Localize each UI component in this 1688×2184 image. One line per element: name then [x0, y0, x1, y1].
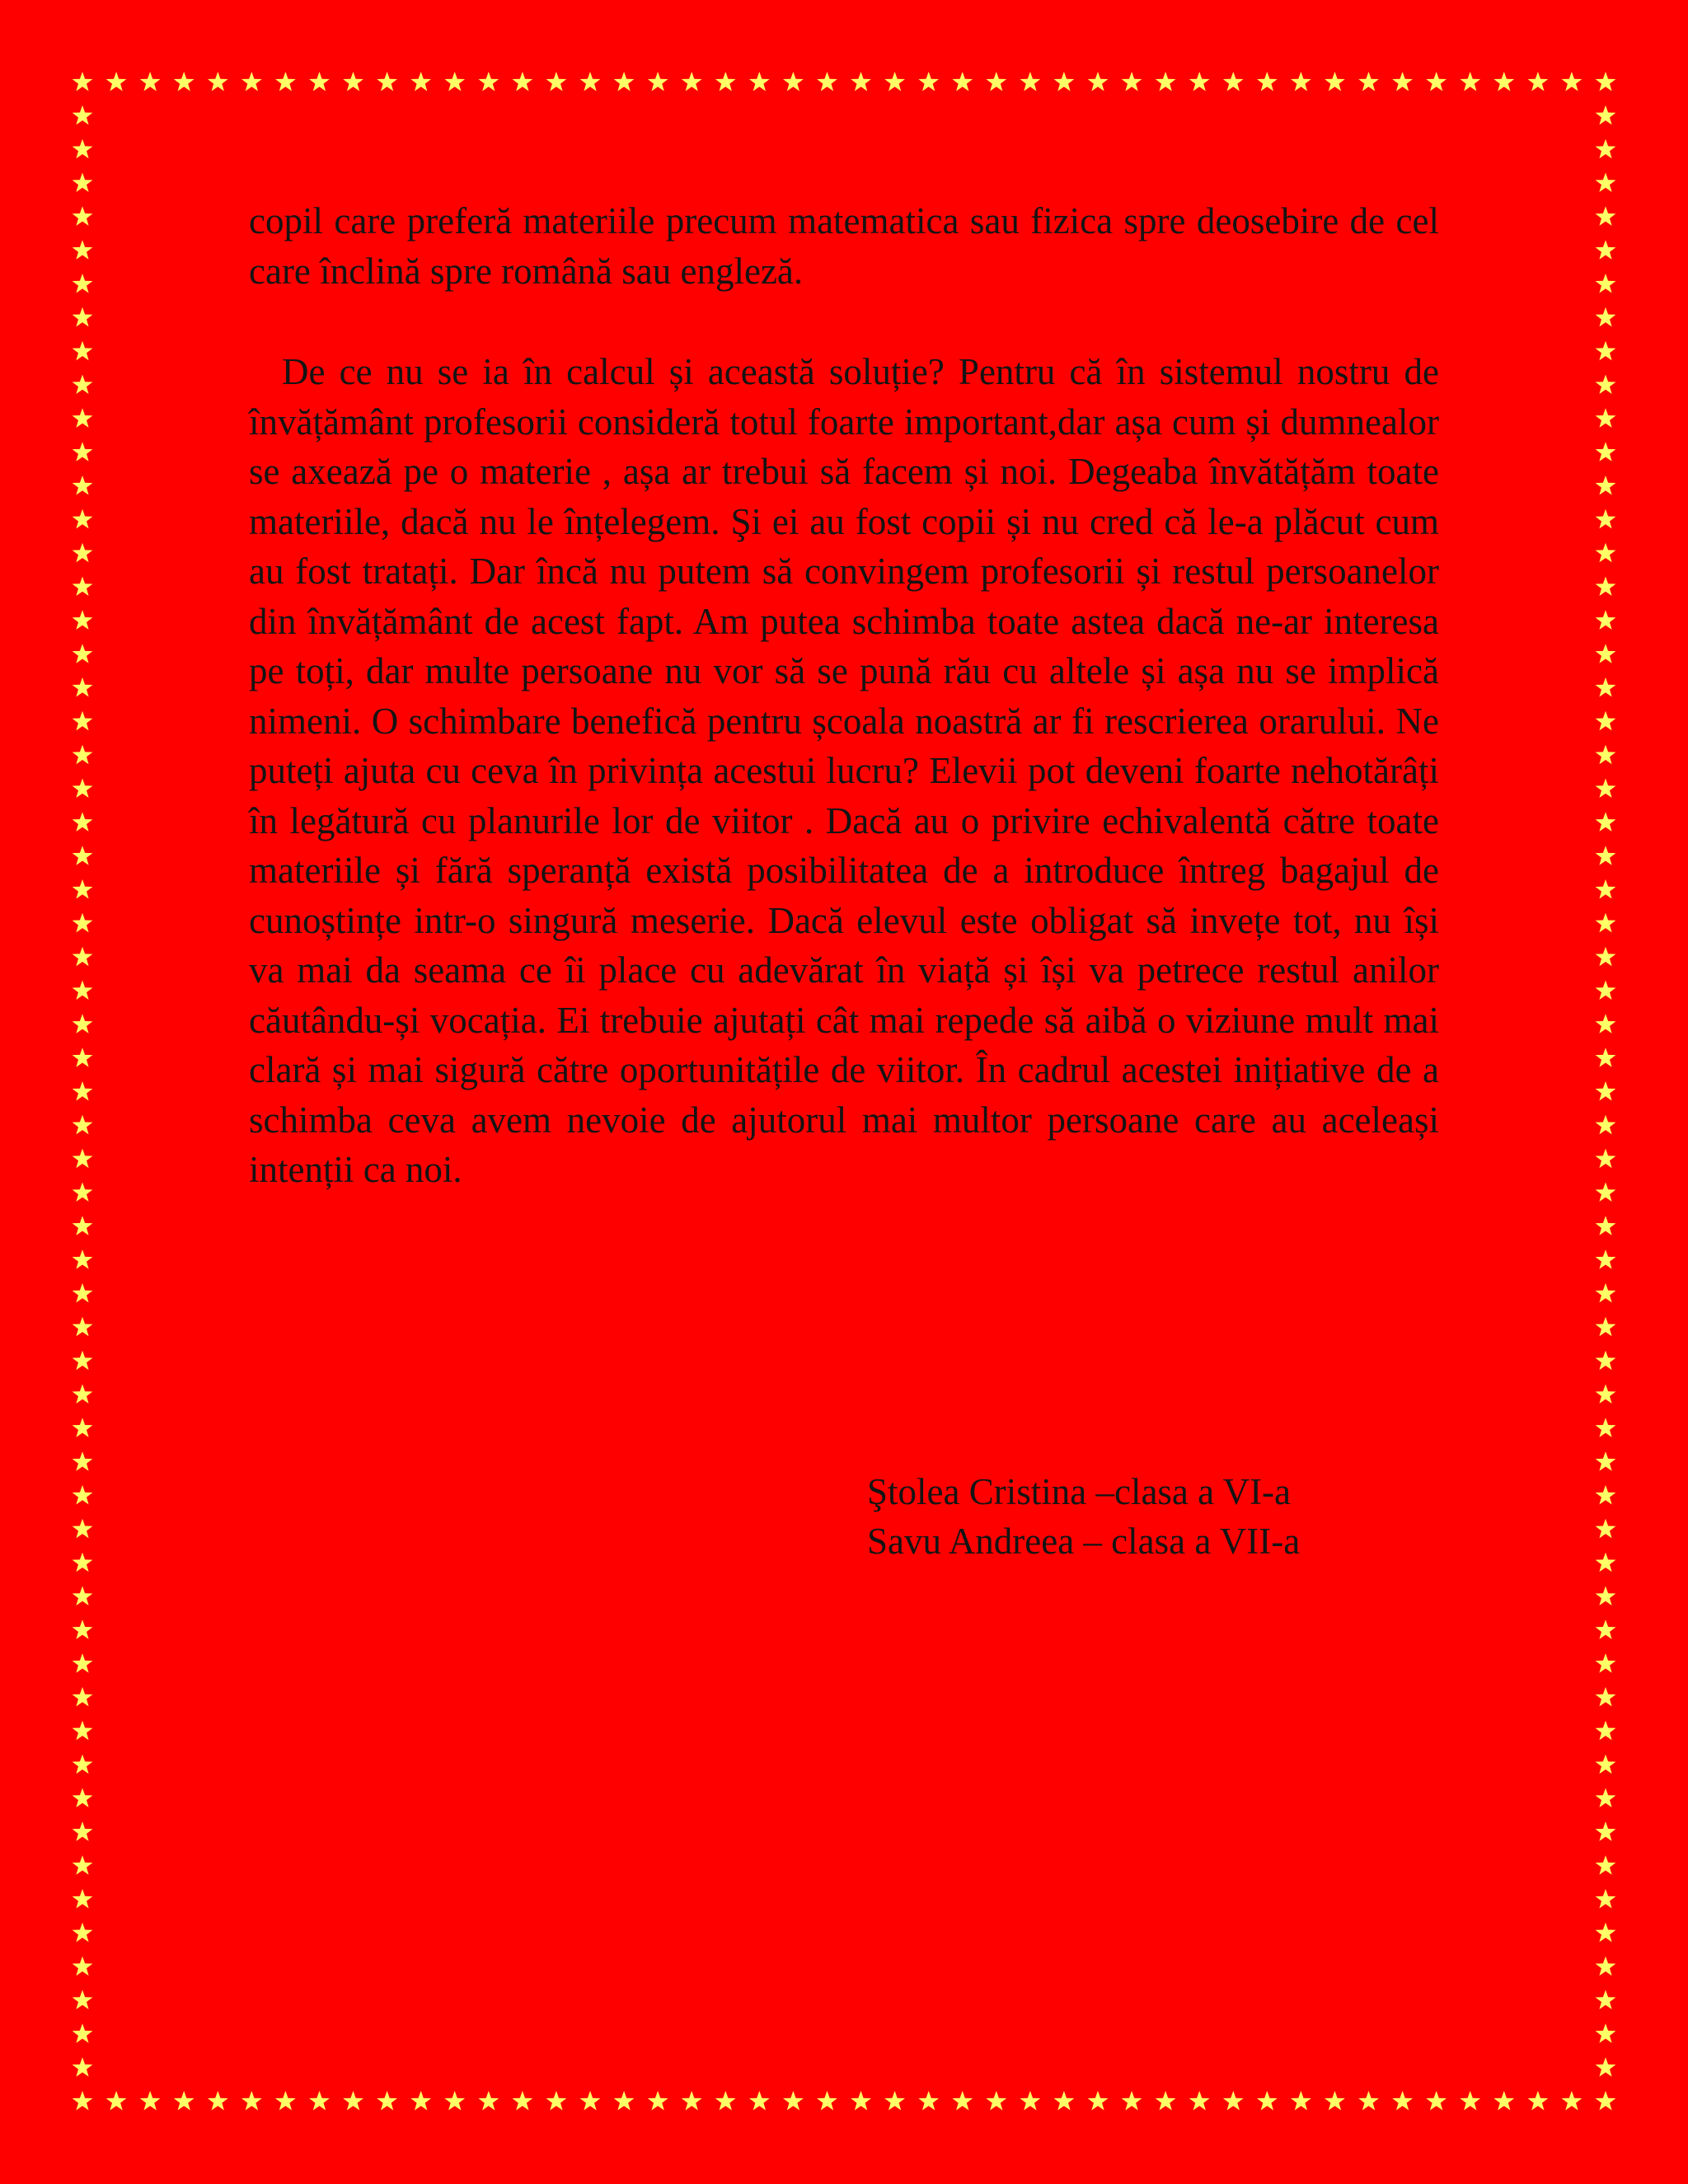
- signature-line-2: Savu Andreea – clasa a VII-a: [867, 1521, 1301, 1562]
- star-icon: [546, 72, 567, 91]
- star-icon: [1054, 2091, 1075, 2111]
- star-icon: [1596, 913, 1616, 933]
- star-icon: [1596, 1485, 1616, 1505]
- star-icon: [73, 1553, 93, 1572]
- star-icon: [749, 2091, 770, 2111]
- star-icon: [73, 206, 93, 226]
- star-icon: [1156, 72, 1176, 91]
- star-icon: [1596, 1183, 1616, 1202]
- star-icon: [1596, 2023, 1616, 2043]
- star-icon: [1460, 2091, 1480, 2111]
- star-icon: [241, 2091, 262, 2111]
- star-icon: [1528, 2091, 1549, 2111]
- star-icon: [73, 105, 93, 125]
- star-icon: [648, 72, 668, 91]
- star-icon: [1562, 2091, 1582, 2111]
- star-icon: [513, 72, 533, 91]
- star-icon: [275, 2091, 296, 2111]
- star-icon: [1596, 1115, 1616, 1135]
- star-icon: [73, 1855, 93, 1875]
- star-icon: [1596, 105, 1616, 125]
- star-icon: [1596, 1788, 1616, 1808]
- star-icon: [1596, 1216, 1616, 1235]
- star-icon: [73, 173, 93, 193]
- star-icon: [73, 947, 93, 967]
- star-icon: [1358, 72, 1379, 91]
- star-icon: [478, 2091, 499, 2111]
- star-icon: [1596, 1418, 1616, 1437]
- star-icon: [343, 72, 363, 91]
- star-icon: [73, 1889, 93, 1909]
- star-icon: [1257, 2091, 1278, 2111]
- star-icon: [682, 72, 702, 91]
- star-icon: [1460, 72, 1480, 91]
- star-icon: [73, 1957, 93, 1976]
- star-icon: [1596, 644, 1616, 663]
- star-icon: [73, 779, 93, 799]
- star-icon: [1596, 1619, 1616, 1639]
- star-icon: [1596, 307, 1616, 327]
- star-icon: [1596, 1821, 1616, 1841]
- star-icon: [73, 812, 93, 832]
- star-icon: [918, 72, 939, 91]
- star-icon: [410, 72, 431, 91]
- star-icon: [952, 2091, 973, 2111]
- star-icon: [1596, 1990, 1616, 2010]
- star-icon: [1596, 1653, 1616, 1673]
- star-icon: [73, 1721, 93, 1741]
- star-icon: [1596, 543, 1616, 563]
- star-icon: [73, 1451, 93, 1471]
- star-icon: [1596, 2091, 1616, 2111]
- star-icon: [73, 1115, 93, 1135]
- star-icon: [1325, 2091, 1345, 2111]
- star-icon: [73, 1385, 93, 1404]
- star-icon: [1325, 72, 1345, 91]
- star-icon: [1596, 476, 1616, 495]
- star-icon: [73, 846, 93, 865]
- star-icon: [918, 2091, 939, 2111]
- star-icon: [478, 72, 499, 91]
- star-icon: [73, 1418, 93, 1437]
- star-icon: [749, 72, 770, 91]
- star-icon: [851, 2091, 871, 2111]
- star-icon: [1358, 2091, 1379, 2111]
- star-icon: [73, 577, 93, 597]
- star-icon: [208, 72, 228, 91]
- star-icon: [73, 644, 93, 663]
- star-icon: [444, 72, 465, 91]
- star-icon: [73, 677, 93, 697]
- signature-block: [867, 1467, 1444, 1566]
- star-icon: [1596, 610, 1616, 630]
- star-icon: [648, 2091, 668, 2111]
- star-icon: [73, 1755, 93, 1774]
- star-icon: [73, 1317, 93, 1337]
- star-icon: [1596, 1586, 1616, 1606]
- star-icon: [73, 1485, 93, 1505]
- star-icon: [1528, 72, 1549, 91]
- star-icon: [1596, 1451, 1616, 1471]
- star-icon: [1596, 1149, 1616, 1169]
- star-icon: [1596, 139, 1616, 159]
- star-icon: [580, 2091, 601, 2111]
- star-icon: [275, 72, 296, 91]
- star-icon: [241, 72, 262, 91]
- star-icon: [1596, 509, 1616, 529]
- star-icon: [1189, 72, 1210, 91]
- star-icon: [73, 1923, 93, 1943]
- star-icon: [1596, 1957, 1616, 1976]
- star-icon: [1223, 72, 1244, 91]
- star-icon: [140, 2091, 161, 2111]
- star-icon: [715, 72, 736, 91]
- star-icon: [1596, 2057, 1616, 2077]
- star-icon: [73, 442, 93, 462]
- star-icon: [1596, 577, 1616, 597]
- star-icon: [783, 2091, 804, 2111]
- star-icon: [1426, 2091, 1447, 2111]
- star-icon: [1426, 72, 1447, 91]
- star-icon: [851, 72, 871, 91]
- star-icon: [1596, 812, 1616, 832]
- star-icon: [682, 2091, 702, 2111]
- star-icon: [1020, 72, 1041, 91]
- star-icon: [1562, 72, 1582, 91]
- star-icon: [952, 72, 973, 91]
- star-icon: [1596, 981, 1616, 1001]
- star-icon: [73, 1283, 93, 1303]
- star-icon: [73, 72, 93, 91]
- star-icon: [1596, 341, 1616, 361]
- star-icon: [1596, 408, 1616, 428]
- star-icon: [73, 1519, 93, 1539]
- star-icon: [73, 139, 93, 159]
- star-icon: [1596, 274, 1616, 293]
- star-icon: [174, 2091, 195, 2111]
- star-icon: [1291, 72, 1311, 91]
- star-icon: [580, 72, 601, 91]
- star-icon: [1596, 1014, 1616, 1033]
- star-icon: [73, 981, 93, 1001]
- star-icon: [546, 2091, 567, 2111]
- star-icon: [1596, 1889, 1616, 1909]
- star-icon: [73, 1586, 93, 1606]
- star-icon: [1223, 2091, 1244, 2111]
- star-icon: [1596, 442, 1616, 462]
- star-icon: [1596, 173, 1616, 193]
- star-icon: [73, 1081, 93, 1101]
- star-icon: [614, 72, 635, 91]
- star-icon: [73, 711, 93, 731]
- star-icon: [73, 240, 93, 260]
- star-icon: [884, 2091, 905, 2111]
- star-icon: [73, 913, 93, 933]
- signature-line-1: Ştolea Cristina –clasa a VI-a: [867, 1471, 1292, 1512]
- star-icon: [1596, 1553, 1616, 1572]
- star-icon: [1291, 2091, 1311, 2111]
- star-icon: [73, 274, 93, 293]
- star-icon: [73, 1014, 93, 1033]
- star-icon: [1596, 1317, 1616, 1337]
- star-icon: [986, 2091, 1006, 2111]
- star-icon: [1596, 72, 1616, 91]
- star-icon: [73, 375, 93, 395]
- star-icon: [1596, 947, 1616, 967]
- star-icon: [73, 543, 93, 563]
- star-icon: [208, 2091, 228, 2111]
- star-icon: [1122, 72, 1142, 91]
- star-icon: [73, 879, 93, 899]
- star-icon: [513, 2091, 533, 2111]
- star-icon: [1596, 1923, 1616, 1943]
- star-icon: [410, 2091, 431, 2111]
- star-icon: [1257, 72, 1278, 91]
- star-icon: [73, 1653, 93, 1673]
- star-icon: [1020, 2091, 1041, 2111]
- star-icon: [73, 1990, 93, 2010]
- star-icon: [73, 2091, 93, 2111]
- paragraph-1: copil care preferă materiile precum matematica sau fizica spre deosebire de cel care înclină spre română sau engleză.: [249, 200, 1439, 292]
- star-icon: [1596, 745, 1616, 765]
- star-icon: [309, 72, 330, 91]
- star-icon: [1596, 1385, 1616, 1404]
- star-icon: [309, 2091, 330, 2111]
- star-icon: [1596, 1081, 1616, 1101]
- star-icon: [1596, 879, 1616, 899]
- star-icon: [1596, 1755, 1616, 1774]
- star-icon: [73, 1047, 93, 1067]
- star-icon: [1596, 711, 1616, 731]
- star-icon: [783, 72, 804, 91]
- star-icon: [1596, 779, 1616, 799]
- star-icon: [73, 1249, 93, 1269]
- star-icon: [343, 2091, 363, 2111]
- star-icon: [73, 2023, 93, 2043]
- star-icon: [1596, 1047, 1616, 1067]
- star-icon: [1493, 72, 1514, 91]
- star-icon: [106, 2091, 127, 2111]
- star-icon: [73, 509, 93, 529]
- star-icon: [884, 72, 905, 91]
- star-icon: [73, 1216, 93, 1235]
- star-icon: [1596, 1249, 1616, 1269]
- star-icon: [1596, 677, 1616, 697]
- star-icon: [73, 1619, 93, 1639]
- star-icon: [73, 1351, 93, 1371]
- star-icon: [73, 1821, 93, 1841]
- star-icon: [1122, 2091, 1142, 2111]
- star-icon: [73, 1788, 93, 1808]
- star-icon: [614, 2091, 635, 2111]
- star-icon: [73, 2057, 93, 2077]
- star-icon: [73, 1183, 93, 1202]
- star-icon: [1156, 2091, 1176, 2111]
- star-icon: [1596, 1351, 1616, 1371]
- star-icon: [140, 72, 161, 91]
- star-icon: [377, 2091, 397, 2111]
- star-icon: [1596, 375, 1616, 395]
- star-icon: [817, 2091, 837, 2111]
- paragraph-2: De ce nu se ia în calcul și această soluție? Pentru că în sistemul nostru de învățământ profesorii consideră totul foarte important,dar așa cum și dumnealor se axează pe o materie , așa ar trebui să facem și noi. Degeaba învătățăm toate materiile, dacă nu le înțelegem. Şi ei au fost copii și nu cred că le-a plăcut cum au fost tratați. Dar încă nu putem să convingem profesorii și restul persoanelor din învățământ de acest fapt. Am putea schimba toate astea dacă ne-ar interesa pe toți, dar multe persoane nu vor să se pună rău cu altele și așa nu se implică nimeni. O schimbare benefică pentru școala noastră ar fi rescrierea orarului. Ne puteți ajuta cu ceva în privința acestui lucru? Elevii pot deveni foarte nehotărâți în legătură cu planurile lor de viitor . Dacă au o privire echivalentă către toate materiile și fără speranță există posibilitatea de a introduce întreg bagajul de cunoștințe intr-o singură meserie. Dacă elevul este obligat să invețe tot, nu își va mai da seama ce îi place cu adevărat în viață și își va petrece restul anilor căutându-și vocația. Ei trebuie ajutați cât mai repede să aibă o viziune mult mai clară și mai sigură către oportunitățile de viitor. În cadrul acestei inițiative de a schimba ceva avem nevoie de ajutorul mai multor persoane care au aceleași intenții ca noi.: [249, 351, 1439, 1190]
- body-text: [249, 196, 1439, 1195]
- star-icon: [174, 72, 195, 91]
- star-icon: [1493, 2091, 1514, 2111]
- star-icon: [73, 1149, 93, 1169]
- star-icon: [1392, 72, 1413, 91]
- star-icon: [1596, 206, 1616, 226]
- star-icon: [1596, 1855, 1616, 1875]
- star-icon: [1596, 1721, 1616, 1741]
- star-icon: [73, 408, 93, 428]
- star-icon: [1054, 72, 1075, 91]
- star-icon: [986, 72, 1006, 91]
- star-icon: [1596, 1283, 1616, 1303]
- star-icon: [73, 307, 93, 327]
- star-icon: [1596, 240, 1616, 260]
- star-icon: [73, 745, 93, 765]
- star-icon: [1596, 846, 1616, 865]
- star-icon: [1596, 1519, 1616, 1539]
- star-icon: [106, 72, 127, 91]
- star-icon: [73, 1687, 93, 1707]
- star-icon: [1596, 1687, 1616, 1707]
- star-icon: [73, 476, 93, 495]
- star-icon: [1189, 2091, 1210, 2111]
- star-icon: [444, 2091, 465, 2111]
- star-icon: [73, 341, 93, 361]
- star-icon: [377, 72, 397, 91]
- star-icon: [1392, 2091, 1413, 2111]
- star-icon: [817, 72, 837, 91]
- star-icon: [1088, 72, 1109, 91]
- star-icon: [1088, 2091, 1109, 2111]
- star-icon: [73, 610, 93, 630]
- star-icon: [715, 2091, 736, 2111]
